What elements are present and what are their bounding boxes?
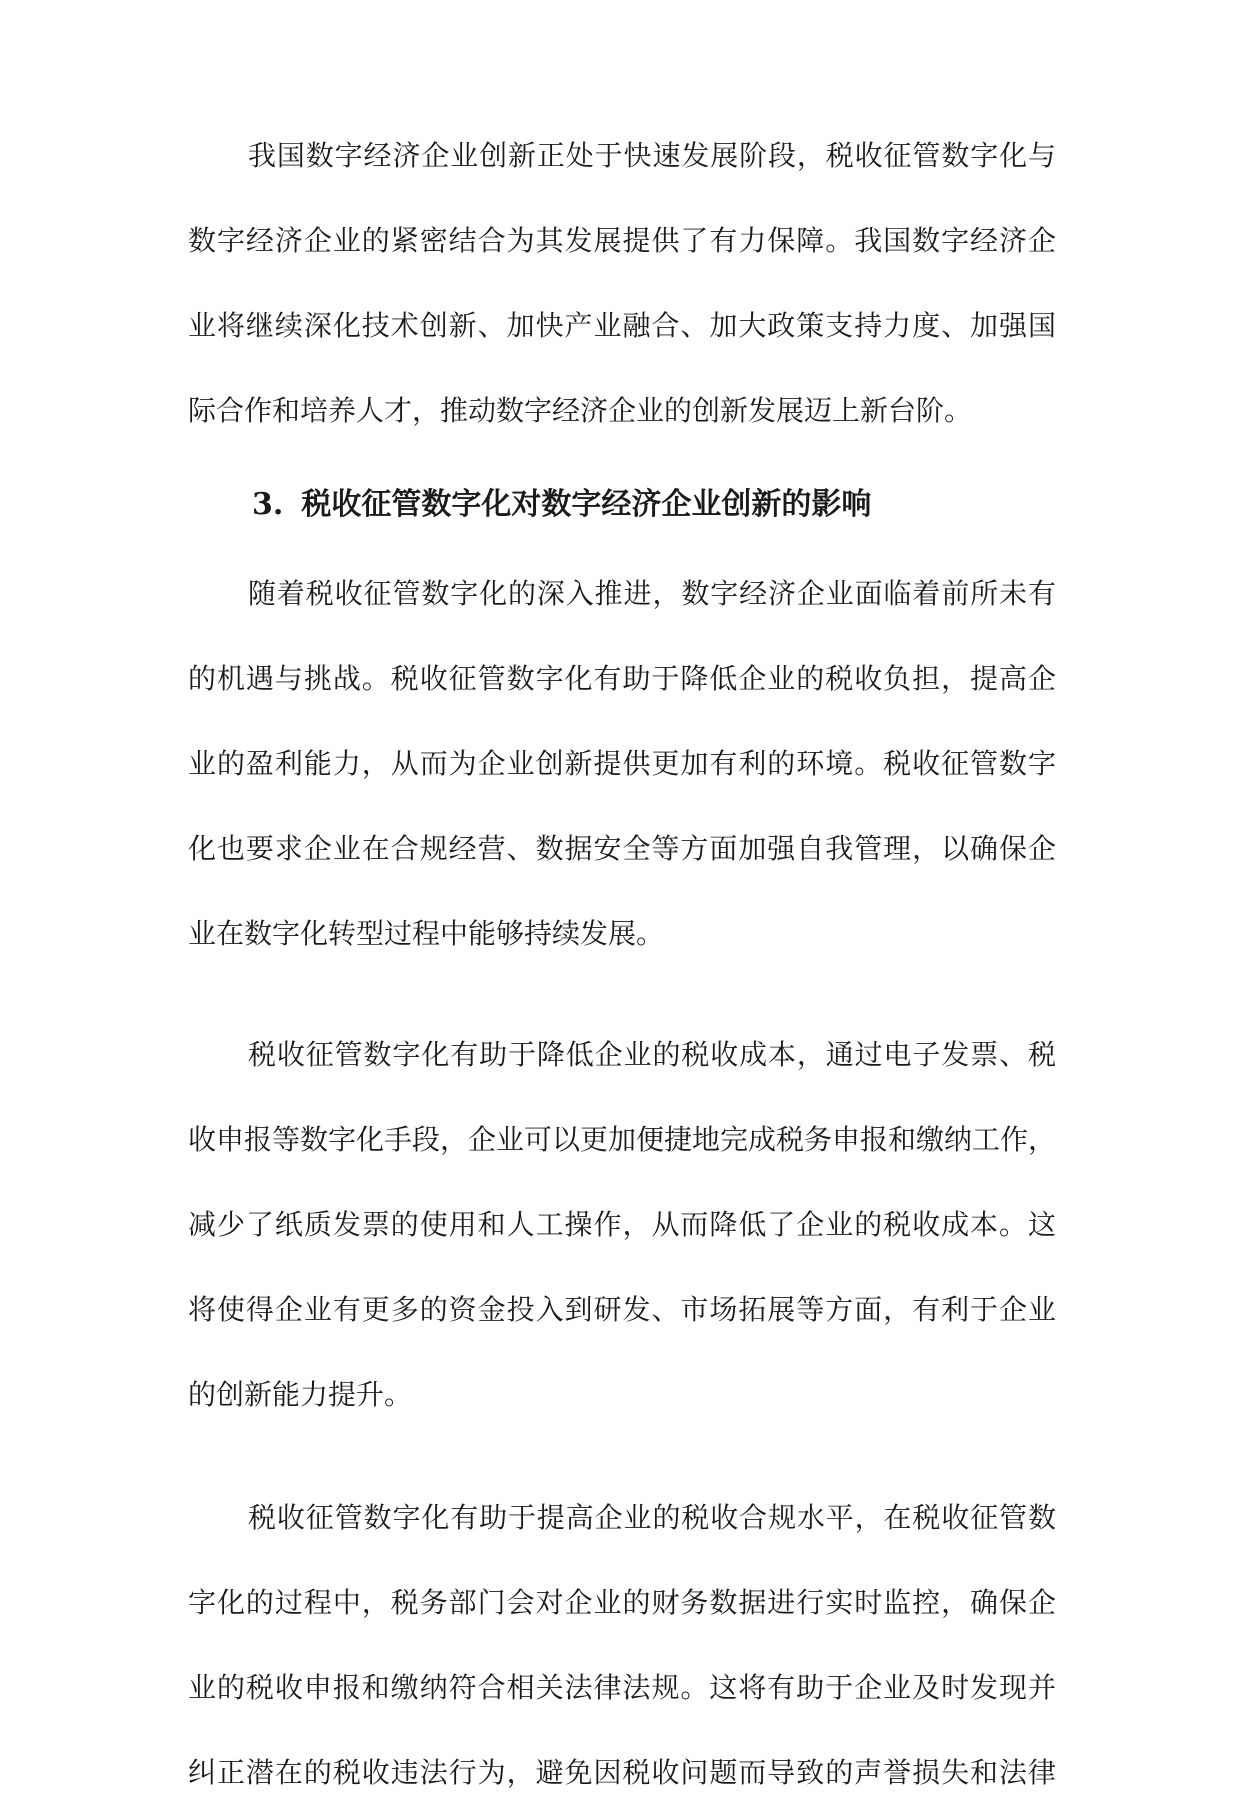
paragraph-line: 减少了纸质发票的使用和人工操作，从而降低了企业的税收成本。这 — [188, 1208, 1056, 1241]
section-title: 税收征管数字化对数字经济企业创新的影响 — [301, 487, 872, 522]
paragraph-tax-compliance — [188, 1475, 1056, 1815]
paragraph-line: 数字经济企业的紧密结合为其发展提供了有力保障。我国数字经济企 — [188, 224, 1056, 257]
paragraph-line: 业将继续深化技术创新、加快产业融合、加大政策支持力度、加强国 — [188, 309, 1056, 342]
paragraph-line: 业在数字化转型过程中能够持续发展。 — [188, 917, 665, 950]
paragraph-line: 际合作和培养人才，推动数字经济企业的创新发展迈上新台阶。 — [188, 394, 973, 427]
paragraph-line: 纠正潜在的税收违法行为，避免因税收问题而导致的声誉损失和法律 — [188, 1756, 1056, 1789]
section-heading — [252, 470, 871, 540]
paragraph-line: 随着税收征管数字化的深入推进，数字经济企业面临着前所未有 — [248, 577, 1056, 610]
paragraph-line: 收申报等数字化手段，企业可以更加便捷地完成税务申报和缴纳工作， — [188, 1123, 1057, 1156]
paragraph-line: 税收征管数字化有助于提高企业的税收合规水平，在税收征管数 — [248, 1501, 1056, 1534]
paragraph-line: 化也要求企业在合规经营、数据安全等方面加强自我管理，以确保企 — [188, 832, 1056, 865]
paragraph-line: 我国数字经济企业创新正处于快速发展阶段，税收征管数字化与 — [248, 139, 1056, 172]
paragraph-line: 的机遇与挑战。税收征管数字化有助于降低企业的税收负担，提高企 — [188, 662, 1056, 695]
paragraph-tax-cost-reduction — [188, 1012, 1056, 1437]
paragraph-line: 业的税收申报和缴纳符合相关法律法规。这将有助于企业及时发现并 — [188, 1671, 1056, 1704]
paragraph-line: 字化的过程中，税务部门会对企业的财务数据进行实时监控，确保企 — [188, 1586, 1056, 1619]
section-number: 3. — [252, 487, 284, 522]
paragraph-digital-economy-outlook — [188, 113, 1056, 453]
paragraph-line: 业的盈利能力，从而为企业创新提供更加有利的环境。税收征管数字 — [188, 747, 1056, 780]
paragraph-line: 将使得企业有更多的资金投入到研发、市场拓展等方面，有利于企业 — [188, 1293, 1056, 1326]
paragraph-line: 的创新能力提升。 — [188, 1378, 413, 1411]
paragraph-line: 税收征管数字化有助于降低企业的税收成本，通过电子发票、税 — [248, 1038, 1056, 1071]
paragraph-opportunities-challenges — [188, 551, 1056, 976]
